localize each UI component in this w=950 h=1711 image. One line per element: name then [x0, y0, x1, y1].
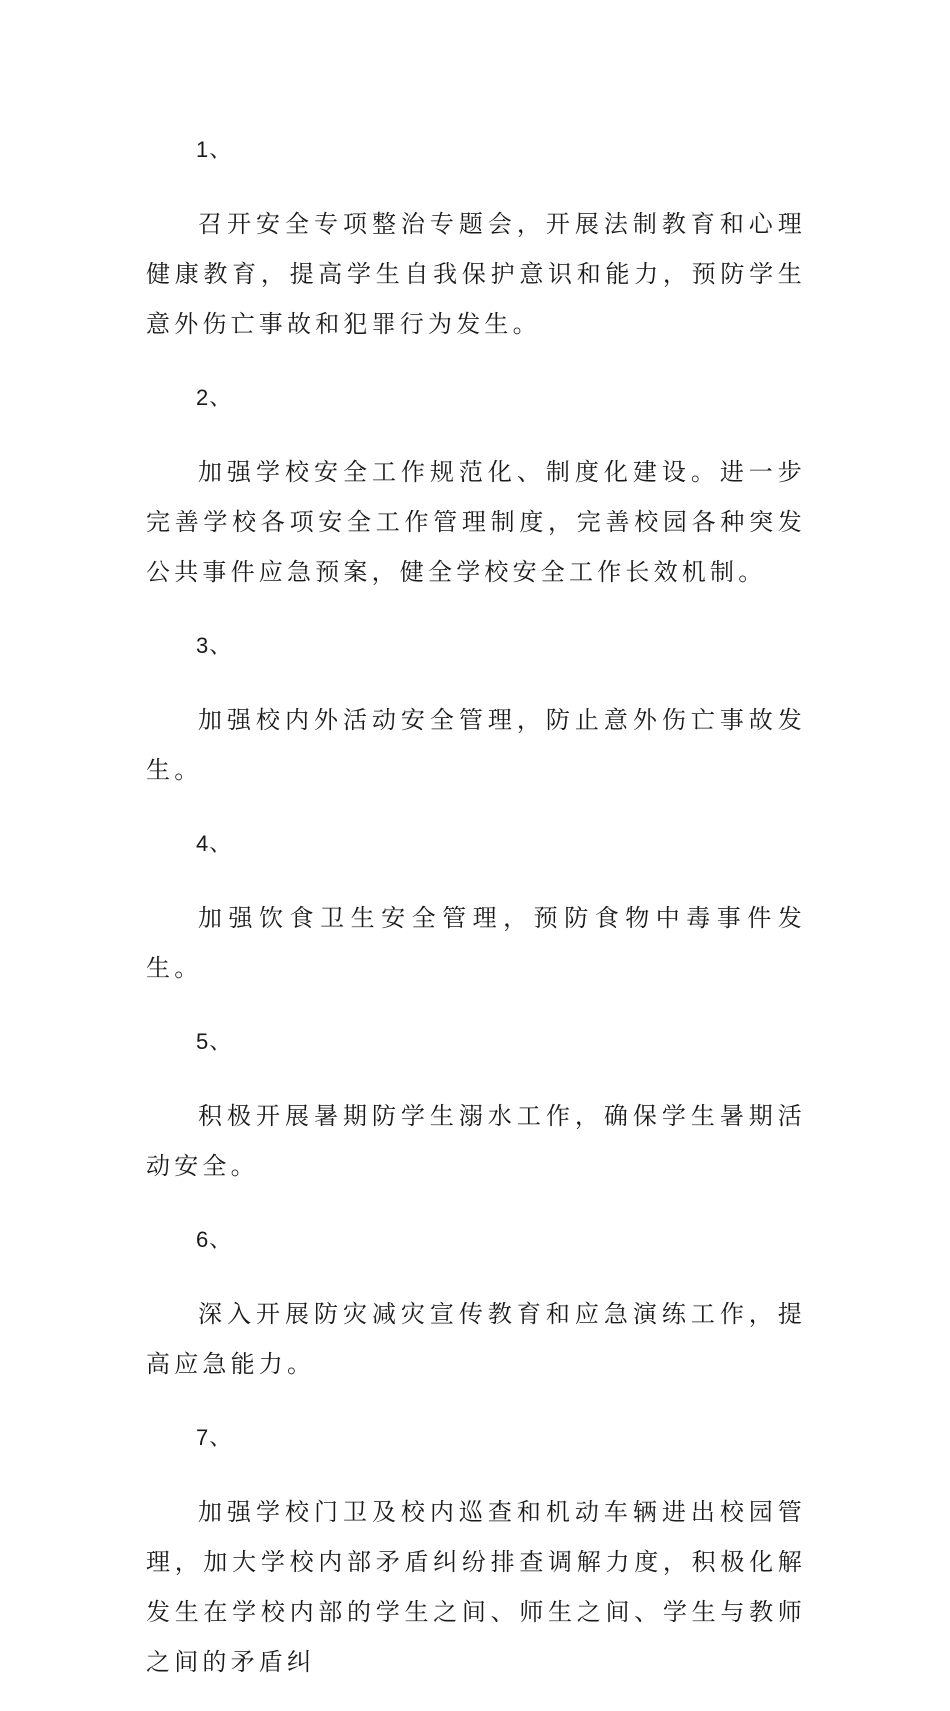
list-item-2	[146, 373, 806, 597]
item-text: 加强学校安全工作规范化、制度化建设。进一步完善学校各项安全工作管理制度，完善校园各种突发公共事件应急预案，健全学校安全工作长效机制。	[146, 458, 806, 586]
item-text: 加强学校门卫及校内巡查和机动车辆进出校园管理，加大学校内部矛盾纠纷排查调解力度，积极化解发生在学校内部的学生之间、师生之间、学生与教师之间的矛盾纠	[146, 1498, 806, 1676]
item-text: 加强校内外活动安全管理，防止意外伤亡事故发生。	[146, 706, 806, 784]
item-text: 积极开展暑期防学生溺水工作，确保学生暑期活动安全。	[146, 1102, 806, 1180]
item-number: 7、	[196, 1425, 233, 1450]
list-item-7	[146, 1413, 806, 1687]
item-text: 召开安全专项整治专题会，开展法制教育和心理健康教育，提高学生自我保护意识和能力，预防学生意外伤亡事故和犯罪行为发生。	[146, 210, 806, 338]
item-number: 3、	[196, 633, 233, 658]
list-item-1	[146, 125, 806, 349]
list-item-5	[146, 1017, 806, 1191]
list-item-6	[146, 1215, 806, 1389]
item-number: 6、	[196, 1227, 233, 1252]
item-number: 5、	[196, 1029, 233, 1054]
item-text: 加强饮食卫生安全管理，预防食物中毒事件发生。	[146, 904, 806, 982]
item-number: 4、	[196, 831, 233, 856]
document-page	[146, 125, 806, 1711]
item-text: 深入开展防灾减灾宣传教育和应急演练工作，提高应急能力。	[146, 1300, 806, 1378]
list-item-3	[146, 621, 806, 795]
item-number: 2、	[196, 385, 233, 410]
list-item-4	[146, 819, 806, 993]
item-number: 1、	[196, 137, 233, 162]
